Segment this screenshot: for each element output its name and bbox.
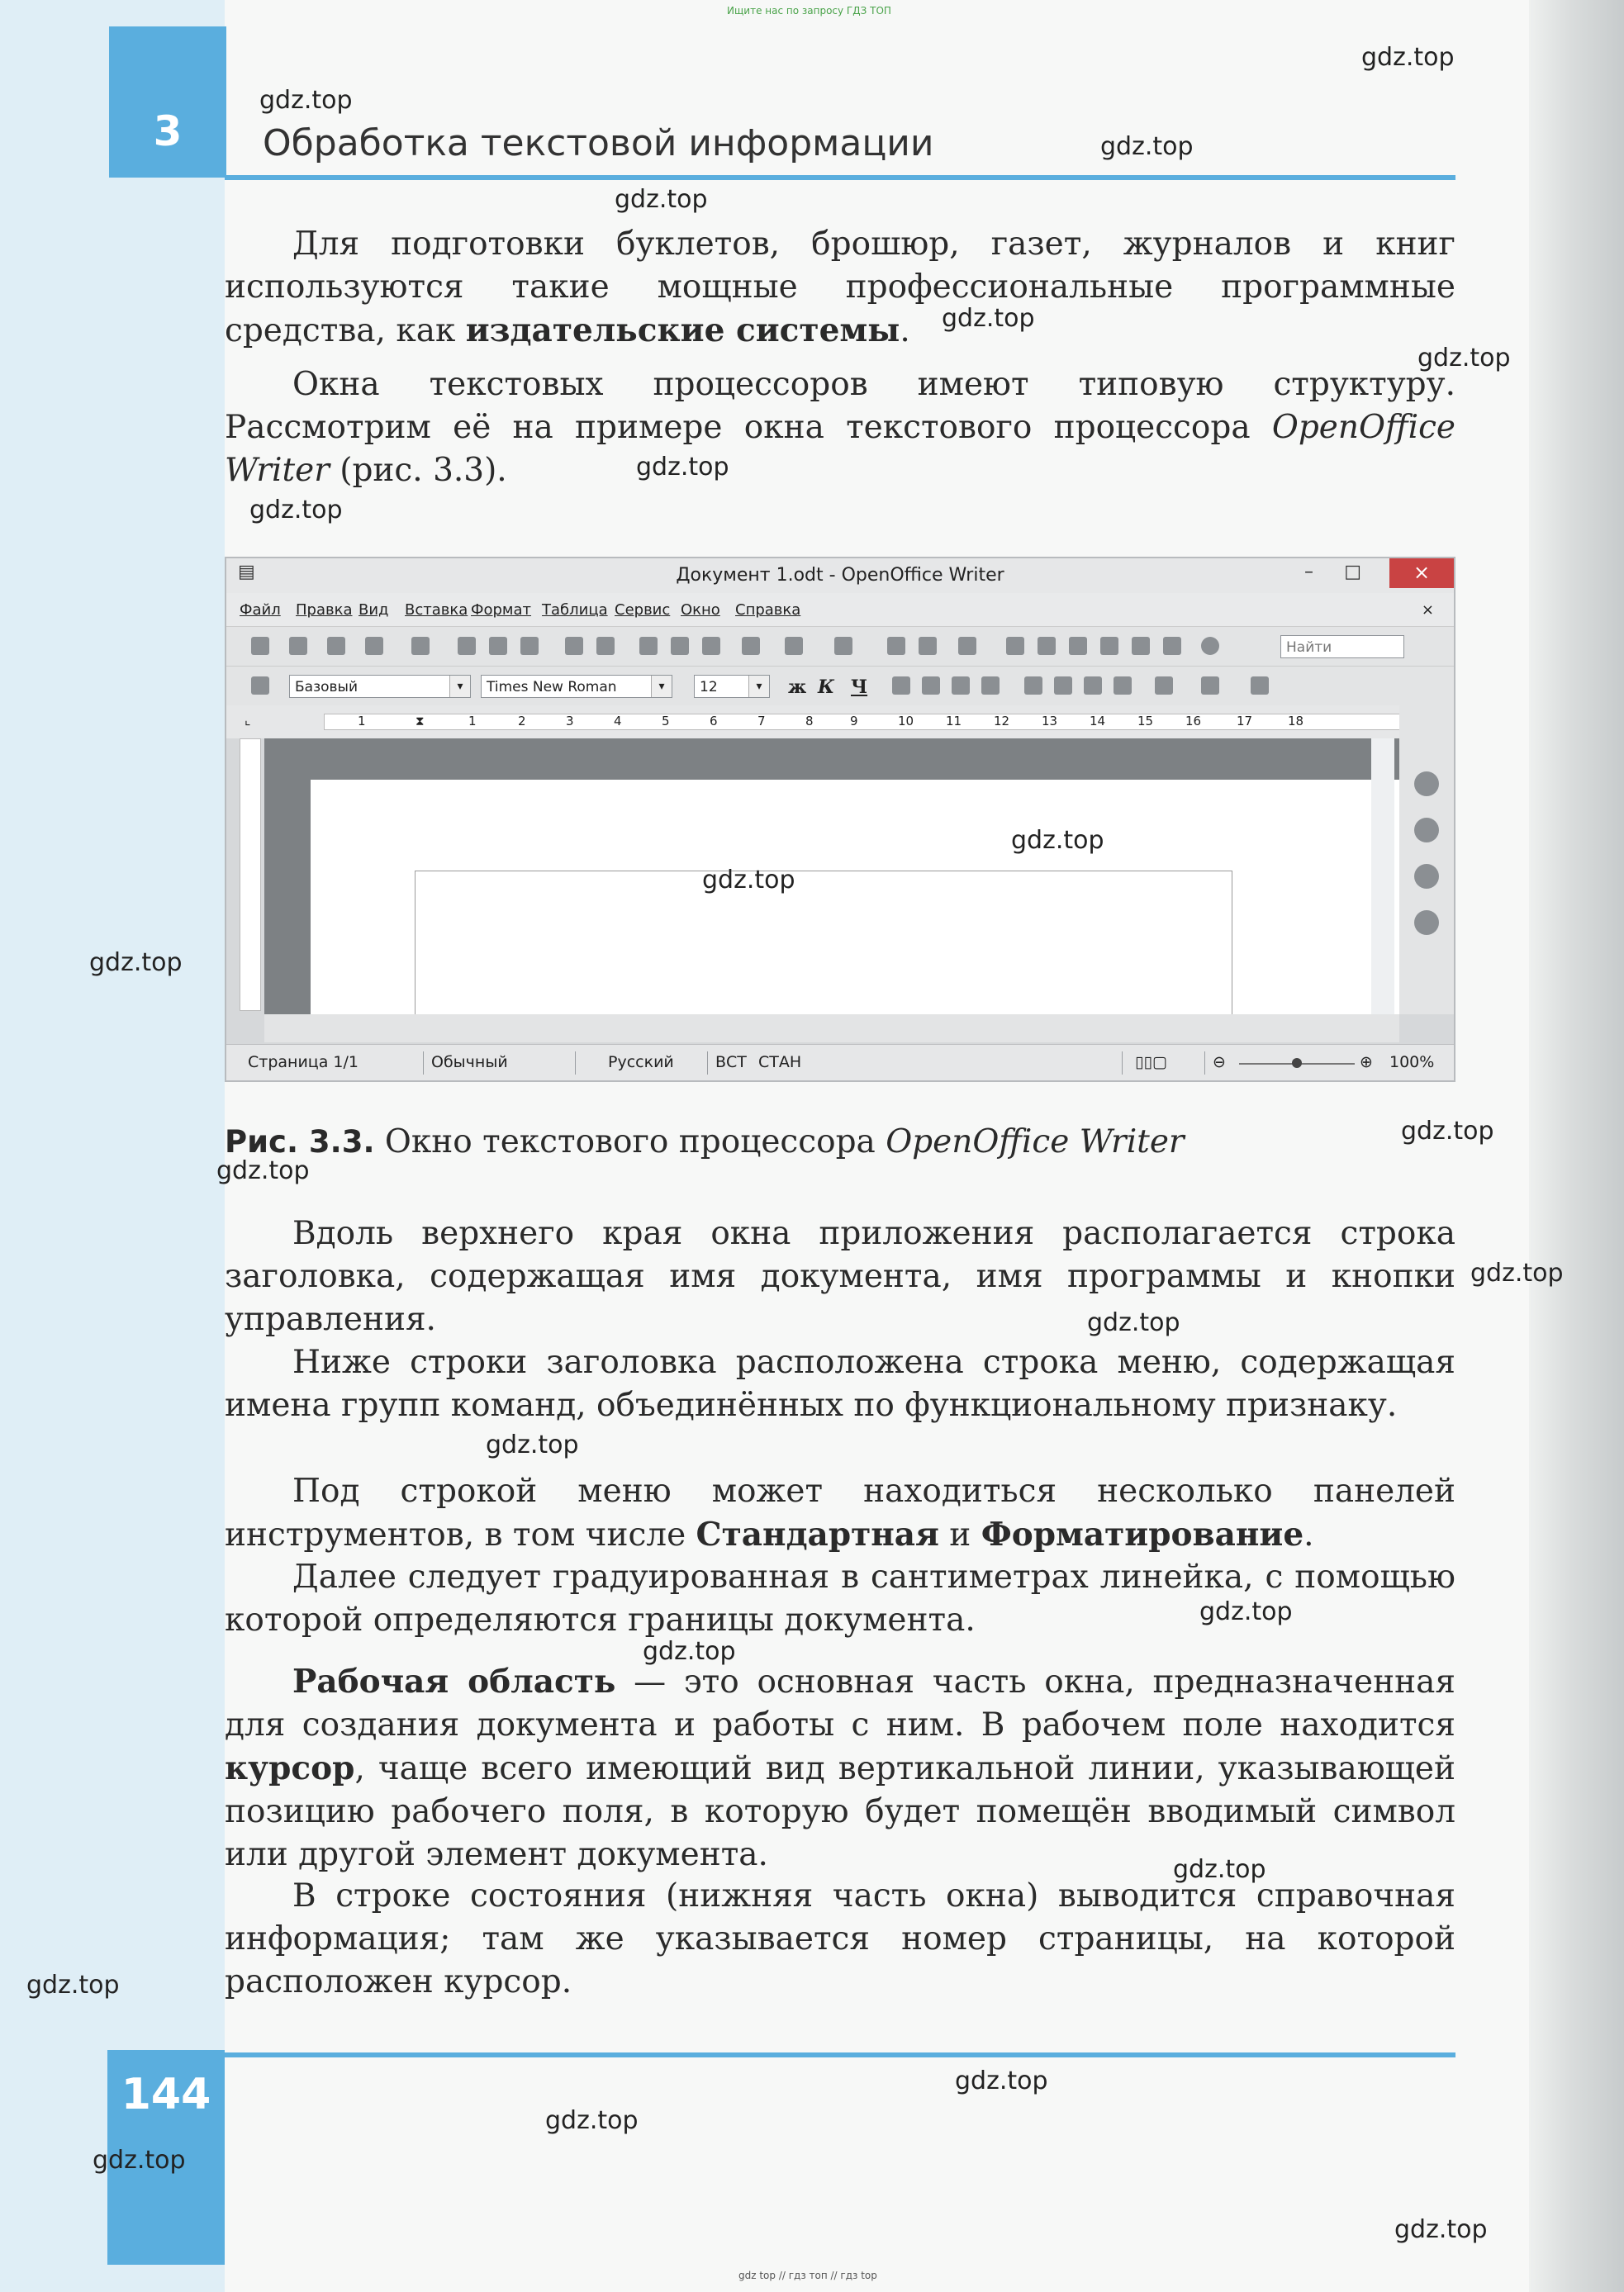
gallery-sidebar-icon[interactable]	[1414, 864, 1439, 889]
zoom-in-icon[interactable]: ⊕	[1360, 1053, 1373, 1071]
menu-tools[interactable]: Сервис	[615, 601, 671, 619]
font-name-select[interactable]	[481, 675, 672, 698]
watermark: gdz.top	[615, 185, 708, 214]
status-language: Русский	[608, 1053, 674, 1071]
bold-button[interactable]: ж	[788, 676, 807, 698]
watermark: gdz.top	[636, 453, 729, 482]
menu-insert[interactable]: Вставка	[405, 601, 468, 619]
paragraph-3: Вдоль верхнего края окна приложения располагается строка заголовка, содержащая имя документа, имя программы и кнопки управления.	[225, 1215, 1455, 1338]
export-pdf-icon[interactable]	[458, 637, 476, 655]
paragraph-2: Окна текстовых процессоров имеют типовую структуру. Рассмотрим её на примере окна текстового процессора OpenOffice Writer (рис. 3.3).	[225, 366, 1455, 489]
paragraph-1: Для подготовки буклетов, брошюр, газет, журналов и книг используются такие мощные профессиональные программные средства, как издательские системы.	[225, 225, 1455, 349]
watermark: gdz.top	[486, 1431, 579, 1459]
writer-window-title: Документ 1.odt - OpenOffice Writer	[676, 565, 1004, 586]
status-bar	[226, 1044, 1454, 1082]
nonprinting-characters-icon[interactable]	[1132, 637, 1150, 655]
ruler-tick: 1	[358, 714, 366, 728]
close-document-icon[interactable]: ×	[1421, 601, 1434, 619]
print-preview-icon[interactable]	[520, 637, 539, 655]
zoom-slider-handle[interactable]	[1292, 1058, 1302, 1068]
watermark: gdz.top	[1011, 826, 1104, 855]
watermark: gdz.top	[1470, 1259, 1564, 1288]
workspace-area	[264, 738, 1399, 1014]
ruler-tick: 10	[898, 714, 914, 728]
menu-help[interactable]: Справка	[735, 601, 801, 619]
ruler-tick: 14	[1090, 714, 1106, 728]
properties-icon[interactable]	[1414, 771, 1439, 796]
watermark: gdz.top	[249, 496, 343, 524]
zoom-icon[interactable]	[1163, 637, 1181, 655]
ruler-tick: 16	[1185, 714, 1202, 728]
view-layout-icon[interactable]: ▯▯▢	[1135, 1053, 1167, 1071]
text-area-boundary[interactable]	[415, 871, 1232, 1019]
ruler-tick: 9	[850, 714, 858, 728]
draw-functions-icon[interactable]	[958, 637, 976, 655]
navigator-icon[interactable]	[1038, 637, 1056, 655]
increase-indent-icon[interactable]	[1114, 676, 1132, 695]
ruler-tick: 3	[566, 714, 574, 728]
horizontal-ruler	[226, 705, 1454, 738]
status-selection-mode[interactable]: СТАН	[758, 1053, 802, 1071]
menu-format[interactable]: Формат	[471, 601, 532, 619]
standard-toolbar	[226, 626, 1454, 667]
ruler-tick: 12	[994, 714, 1010, 728]
watermark: gdz.top	[1173, 1855, 1266, 1884]
menu-file[interactable]: Файл	[240, 601, 281, 619]
paragraph-style-select[interactable]	[289, 675, 471, 698]
watermark: gdz.top	[545, 2106, 639, 2135]
format-paintbrush-icon[interactable]	[742, 637, 760, 655]
email-icon[interactable]	[365, 637, 383, 655]
tab-stop-icon[interactable]: ⌞	[245, 712, 251, 728]
page-number: 144	[121, 2070, 211, 2119]
data-sources-icon[interactable]	[1100, 637, 1118, 655]
styles-icon[interactable]	[1414, 818, 1439, 842]
ruler-scale[interactable]	[324, 714, 1414, 730]
watermark: gdz.top	[1087, 1308, 1180, 1337]
undo-icon[interactable]	[785, 637, 803, 655]
gallery-icon[interactable]	[1069, 637, 1087, 655]
paragraph-5: Под строкой меню может находиться несколько панелей инструментов, в том числе Стандартная и Форматирование.	[225, 1473, 1455, 1554]
status-divider	[575, 1051, 576, 1075]
paragraph-7: Рабочая область — это основная часть окна, предназначенная для создания документа и работы с ним. В рабочем поле находится курсор, чаще всего имеющий вид вертикальной линии, указывающей позицию рабочего поля, в которую будет помещён вводимый символ или другой элемент документа.	[225, 1663, 1455, 1873]
bullets-icon[interactable]	[1054, 676, 1072, 695]
align-right-icon[interactable]	[952, 676, 970, 695]
sidebar-toolbar	[1399, 705, 1454, 1014]
app-icon: ▤	[238, 562, 255, 582]
status-divider	[1122, 1051, 1123, 1075]
watermark: gdz.top	[1361, 43, 1455, 72]
close-window-button[interactable]: ×	[1389, 558, 1454, 588]
document-page[interactable]	[311, 780, 1399, 1019]
autospellcheck-icon[interactable]	[596, 637, 615, 655]
ruler-tick: 18	[1288, 714, 1304, 728]
ruler-tick: 6	[710, 714, 718, 728]
underline-button[interactable]: Ч	[851, 676, 868, 698]
chevron-down-icon[interactable]: ▾	[748, 676, 769, 697]
ruler-tick: 4	[614, 714, 622, 728]
paste-icon[interactable]	[702, 637, 720, 655]
status-divider	[707, 1051, 708, 1075]
numbering-icon[interactable]	[1024, 676, 1042, 695]
watermark: gdz.top	[259, 86, 353, 115]
watermark: gdz.top	[1401, 1117, 1494, 1146]
chevron-down-icon[interactable]: ▾	[449, 676, 470, 697]
vertical-ruler[interactable]	[240, 738, 261, 1011]
edit-mode-icon[interactable]	[411, 637, 430, 655]
watermark: gdz.top	[643, 1637, 736, 1666]
italic-button[interactable]: К	[818, 676, 835, 698]
status-divider	[1204, 1051, 1205, 1075]
maximize-icon[interactable]: □	[1344, 562, 1361, 582]
paragraph-8: В строке состояния (нижняя часть окна) выводится справочная информация; там же указывается номер страницы, на которой расположен курсор.	[225, 1877, 1455, 2000]
paragraph-4: Ниже строки заголовка расположена строка меню, содержащая имена групп команд, объединённых по функциональному признаку.	[225, 1344, 1455, 1424]
font-name-value: Times New Roman	[487, 679, 617, 695]
menu-view[interactable]: Вид	[359, 601, 389, 619]
status-page: Страница 1/1	[248, 1053, 359, 1071]
save-icon[interactable]	[327, 637, 345, 655]
top-notice: Ищите нас по запросу ГДЗ ТОП	[727, 5, 891, 17]
left-margin-band	[0, 0, 225, 2292]
chapter-title: Обработка текстовой информации	[263, 122, 934, 164]
open-icon[interactable]	[289, 637, 307, 655]
help-icon[interactable]	[1201, 637, 1219, 655]
align-center-icon[interactable]	[922, 676, 940, 695]
bottom-notice: gdz top // гдз топ // гдз top	[738, 2270, 877, 2281]
menu-table[interactable]: Таблица	[542, 601, 608, 619]
paragraph-style-value: Базовый	[295, 679, 359, 695]
chevron-down-icon[interactable]: ▾	[651, 676, 672, 697]
watermark: gdz.top	[1100, 132, 1194, 161]
ruler-tick: 15	[1137, 714, 1154, 728]
watermark: gdz.top	[216, 1156, 310, 1185]
watermark: gdz.top	[1417, 344, 1511, 373]
watermark: gdz.top	[89, 948, 183, 977]
status-divider	[423, 1051, 424, 1075]
footer-rule	[225, 2052, 1455, 2057]
redo-icon[interactable]	[834, 637, 852, 655]
font-size-value: 12	[700, 679, 718, 695]
table-icon[interactable]	[919, 637, 937, 655]
writer-window-screenshot	[225, 557, 1455, 1082]
figure-caption: Рис. 3.3. Окно текстового процессора OpenOffice Writer	[225, 1123, 1185, 1160]
header-rule	[225, 175, 1455, 180]
watermark: gdz.top	[1199, 1597, 1293, 1626]
find-input[interactable]: Найти	[1280, 635, 1404, 658]
hyperlink-icon[interactable]	[887, 637, 905, 655]
align-left-icon[interactable]	[892, 676, 910, 695]
page-spine-shadow	[1529, 0, 1624, 2292]
highlight-icon[interactable]	[1201, 676, 1219, 695]
status-insert-mode[interactable]: ВСТ	[715, 1053, 747, 1071]
watermark: gdz.top	[702, 866, 795, 894]
writer-title-bar	[226, 558, 1454, 594]
ruler-indent-marker[interactable]: ⧗	[415, 714, 425, 728]
zoom-level: 100%	[1389, 1053, 1435, 1071]
menu-window[interactable]: Окно	[681, 601, 720, 619]
ruler-tick: 7	[757, 714, 766, 728]
styles-formatting-icon[interactable]	[251, 676, 269, 695]
ruler-tick: 11	[946, 714, 962, 728]
ruler-tick: 17	[1237, 714, 1253, 728]
navigator-sidebar-icon[interactable]	[1414, 910, 1439, 935]
spellcheck-icon[interactable]	[565, 637, 583, 655]
font-size-select[interactable]	[694, 675, 770, 698]
zoom-out-icon[interactable]: ⊖	[1213, 1053, 1226, 1071]
chapter-number: 3	[153, 107, 183, 155]
watermark: gdz.top	[1394, 2215, 1488, 2244]
copy-icon[interactable]	[671, 637, 689, 655]
cut-icon[interactable]	[639, 637, 658, 655]
paragraph-6: Далее следует градуированная в сантиметрах линейка, с помощью которой определяются границы документа.	[225, 1559, 1455, 1639]
ruler-tick: 2	[518, 714, 526, 728]
status-style: Обычный	[431, 1053, 508, 1071]
decrease-indent-icon[interactable]	[1084, 676, 1102, 695]
watermark: gdz.top	[93, 2146, 186, 2175]
watermark: gdz.top	[26, 1971, 120, 2000]
ruler-tick: 1	[468, 714, 477, 728]
find-replace-icon[interactable]	[1006, 637, 1024, 655]
watermark: gdz.top	[955, 2067, 1048, 2095]
background-color-icon[interactable]	[1251, 676, 1269, 695]
justify-icon[interactable]	[981, 676, 1000, 695]
ruler-tick: 5	[662, 714, 670, 728]
vertical-scrollbar[interactable]	[1371, 738, 1394, 1014]
horizontal-scrollbar[interactable]	[264, 1014, 1399, 1042]
formatting-toolbar	[226, 666, 1454, 706]
watermark: gdz.top	[942, 304, 1035, 333]
new-document-icon[interactable]	[251, 637, 269, 655]
print-icon[interactable]	[489, 637, 507, 655]
ruler-tick: 13	[1042, 714, 1058, 728]
minimize-icon[interactable]: –	[1304, 562, 1313, 582]
writer-menu-bar	[226, 593, 1454, 626]
menu-edit[interactable]: Правка	[296, 601, 353, 619]
font-color-icon[interactable]	[1155, 676, 1173, 695]
ruler-tick: 8	[805, 714, 814, 728]
